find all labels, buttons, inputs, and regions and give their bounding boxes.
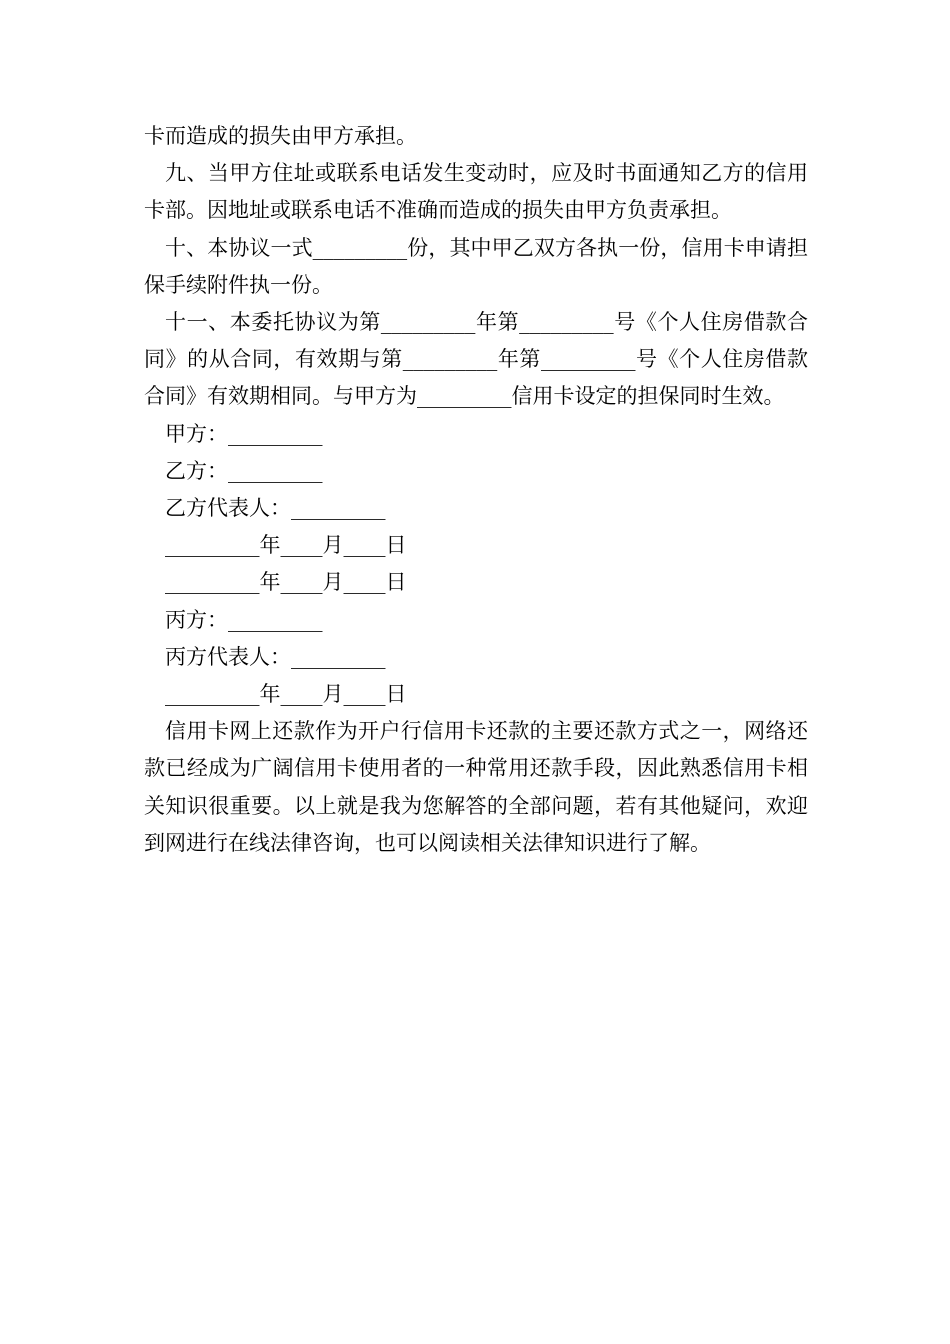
clause-ten: 十、本协议一式_________份，其中甲乙双方各执一份，信用卡申请担保手续附件执一份。 (144, 235, 808, 297)
party-c-signature: 丙方：_________ (165, 607, 323, 632)
clause-nine: 九、当甲方住址或联系电话发生变动时，应及时书面通知乙方的信用卡部。因地址或联系电话不准确而造成的损失由甲方负责承担。 (144, 161, 808, 223)
party-a-signature: 甲方：_________ (165, 421, 323, 446)
party-c-representative: 丙方代表人：_________ (165, 644, 386, 669)
document-body (144, 118, 808, 862)
party-b-representative: 乙方代表人：_________ (165, 496, 386, 521)
clause-eleven: 十一、本委托协议为第_________年第_________号《个人住房借款合同》的从合同，有效期与第_________年第_________号《个人住房借款合同》有效期相同。与甲方为_________信用卡设定的担保同时生效。 (144, 310, 808, 409)
closing-paragraph: 信用卡网上还款作为开户行信用卡还款的主要还款方式之一，网络还款已经成为广阔信用卡使用者的一种常用还款手段，因此熟悉信用卡相关知识很重要。以上就是我为您解答的全部问题，若有其他疑问，欢迎到网进行在线法律咨询，也可以阅读相关法律知识进行了解。 (144, 719, 808, 855)
paragraph-continuation: 卡而造成的损失由甲方承担。 (144, 124, 417, 148)
date-line: _________年____月____日 (165, 570, 407, 595)
date-line: _________年____月____日 (165, 682, 407, 707)
party-b-signature: 乙方：_________ (165, 458, 323, 483)
date-line: _________年____月____日 (165, 533, 407, 558)
